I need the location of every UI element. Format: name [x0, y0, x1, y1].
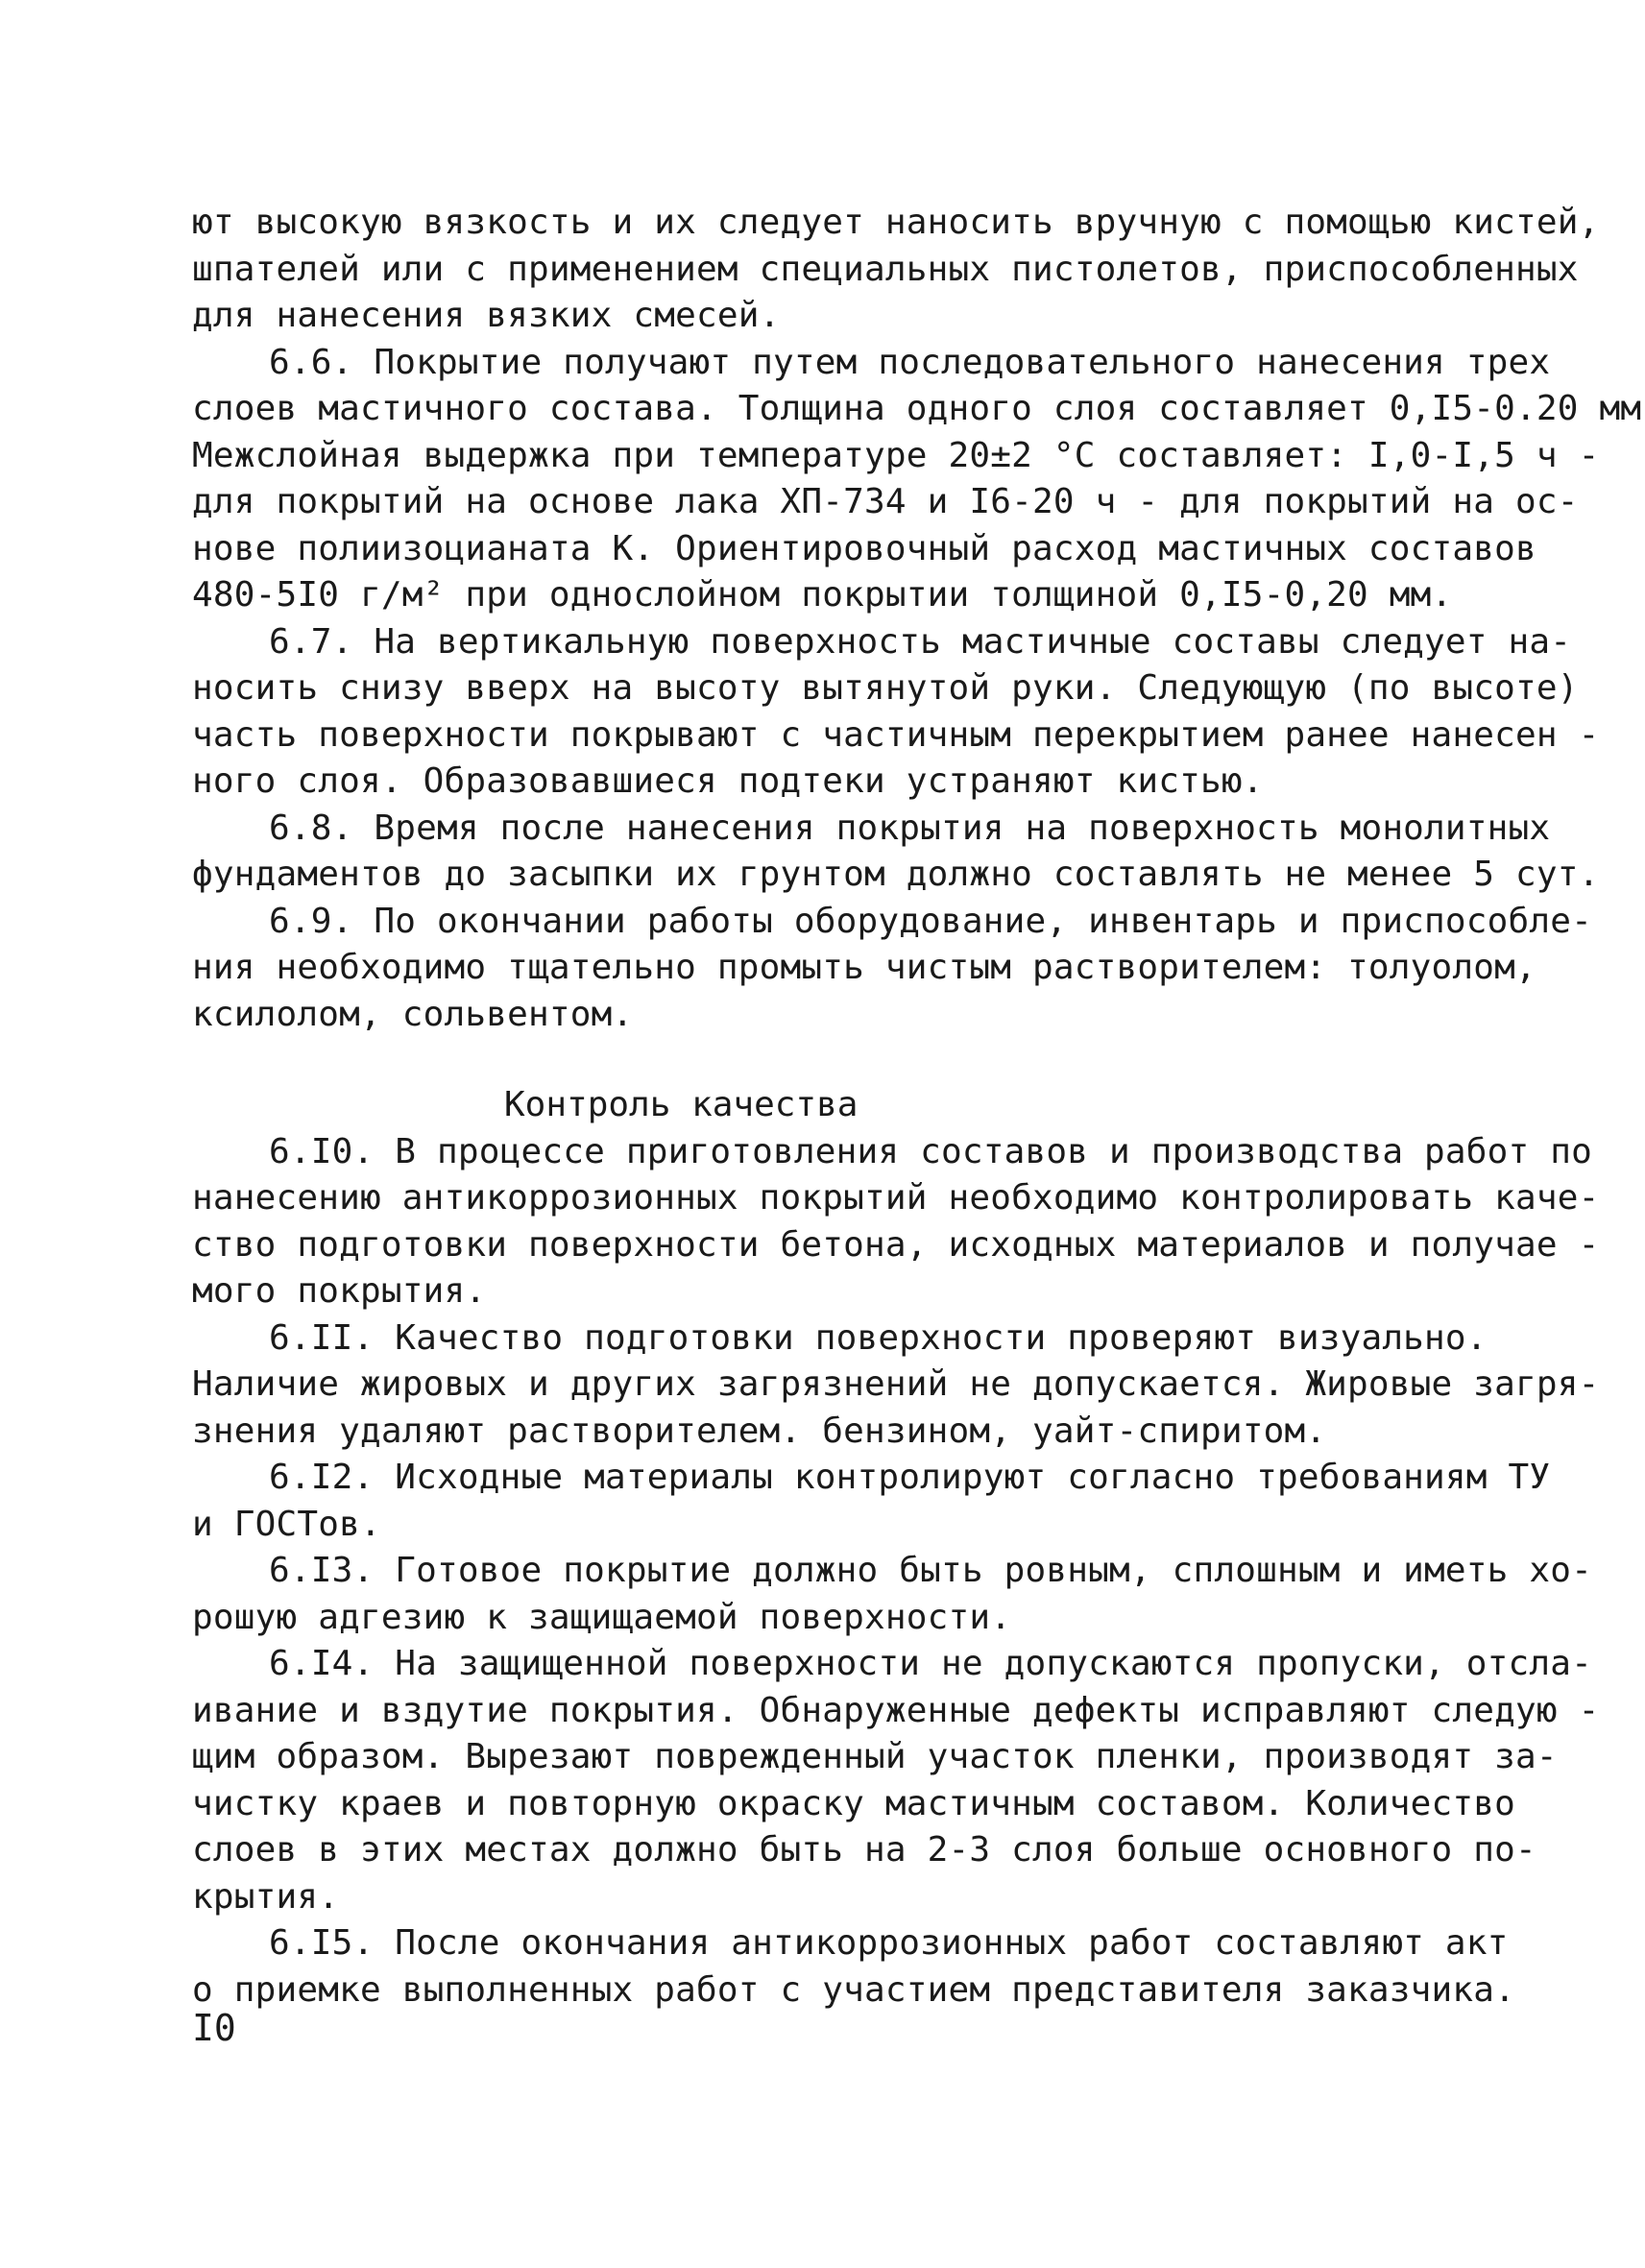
- paragraph: [192, 1920, 1516, 2014]
- text-line: щим образом. Вырезают поврежденный участок пленки, производят за-: [192, 1737, 1558, 1776]
- text-line: 6.8. Время после нанесения покрытия на поверхность монолитных: [269, 808, 1551, 848]
- text-line: 6.I4. На защищенной поверхности не допускаются пропуски, отсла-: [269, 1644, 1593, 1683]
- text-line: мого покрытия.: [192, 1271, 487, 1311]
- text-line: часть поверхности покрывают с частичным перекрытием ранее нанесен -: [192, 714, 1600, 755]
- paragraph: [192, 899, 1593, 1039]
- paragraphs-before-heading: [192, 200, 1642, 1038]
- text-line: ство подготовки поверхности бетона, исходных материалов и получае -: [192, 1224, 1600, 1265]
- paragraph: [192, 200, 1600, 340]
- paragraph: [192, 1315, 1600, 1456]
- text-line: ксилолом, сольвентом.: [192, 994, 634, 1034]
- text-line: ивание и вздутие покрытия. Обнаруженные дефекты исправляют следую -: [192, 1690, 1600, 1730]
- text-line: нанесению антикоррозионных покрытий необходимо контролировать каче-: [192, 1178, 1600, 1218]
- text-line: 6.I5. После окончания антикоррозионных работ составляют акт: [269, 1923, 1509, 1963]
- text-line: крытия.: [192, 1876, 340, 1917]
- text-line: и ГОСТов.: [192, 1504, 381, 1544]
- text-line: Межслойная выдержка при температуре 20±2 °С составляет: I,0-I,5 ч -: [192, 435, 1600, 475]
- paragraph: [192, 619, 1600, 806]
- text-line: ют высокую вязкость и их следует наносить вручную с помощью кистей,: [192, 203, 1600, 242]
- paragraph: [192, 1548, 1593, 1641]
- text-line: чистку краев и повторную окраску мастичным составом. Количество: [192, 1783, 1516, 1823]
- spacer: [192, 1038, 1450, 1082]
- paragraph: [192, 1455, 1551, 1548]
- text-line: знения удаляют растворителем. бензином, уайт-спиритом.: [192, 1411, 1327, 1451]
- text-line: 6.7. На вертикальную поверхность мастичные составы следует на-: [269, 621, 1572, 662]
- text-line: 6.II. Качество подготовки поверхности проверяют визуально.: [269, 1317, 1488, 1358]
- document-page: [192, 200, 1642, 2014]
- text-line: носить снизу вверх на высоту вытянутой руки. Следующую (по высоте): [192, 668, 1579, 708]
- text-line: 6.6. Покрытие получают путем последовательного нанесения трех: [269, 342, 1551, 382]
- text-line: 6.I2. Исходные материалы контролируют согласно требованиям ТУ: [269, 1458, 1551, 1497]
- text-line: слоев мастичного состава. Толщина одного слоя составляет 0,I5-0.20 мм: [192, 389, 1642, 428]
- text-line: ния необходимо тщательно промыть чистым растворителем: толуолом,: [192, 948, 1536, 987]
- text-line: о приемке выполненных работ с участием представителя заказчика.: [192, 1969, 1516, 2010]
- text-line: 6.I0. В процессе приготовления составов и производства работ по: [269, 1131, 1593, 1171]
- page-number: I0: [192, 2007, 236, 2049]
- text-line: 480-5I0 г/м² при однослойном покрытии толщиной 0,I5-0,20 мм.: [192, 575, 1453, 615]
- text-line: слоев в этих местах должно быть на 2-3 слоя больше основного по-: [192, 1830, 1536, 1870]
- paragraph: [192, 806, 1600, 899]
- text-line: 6.9. По окончании работы оборудование, инвентарь и приспособле-: [269, 901, 1593, 941]
- paragraph: [192, 1641, 1600, 1920]
- paragraph: [192, 340, 1642, 619]
- text-line: ного слоя. Образовавшиеся подтеки устраняют кистью.: [192, 761, 1264, 801]
- text-line: рошую адгезию к защищаемой поверхности.: [192, 1597, 1012, 1637]
- text-line: фундаментов до засыпки их грунтом должно составлять не менее 5 сут.: [192, 855, 1600, 894]
- text-line: 6.I3. Готовое покрытие должно быть ровным, сплошным и иметь хо-: [269, 1551, 1593, 1590]
- text-line: Наличие жировых и других загрязнений не допускается. Жировые загря-: [192, 1364, 1600, 1404]
- text-line: нове полиизоцианата К. Ориентировочный расход мастичных составов: [192, 528, 1536, 568]
- paragraph: [192, 1129, 1600, 1315]
- paragraphs-after-heading: [192, 1129, 1600, 2015]
- text-line: шпателей или с применением специальных пистолетов, приспособленных: [192, 249, 1579, 289]
- section-heading: Контроль качества: [504, 1085, 859, 1124]
- text-line: для покрытий на основе лака ХП-734 и I6-20 ч - для покрытий на ос-: [192, 482, 1579, 521]
- text-line: для нанесения вязких смесей.: [192, 296, 781, 335]
